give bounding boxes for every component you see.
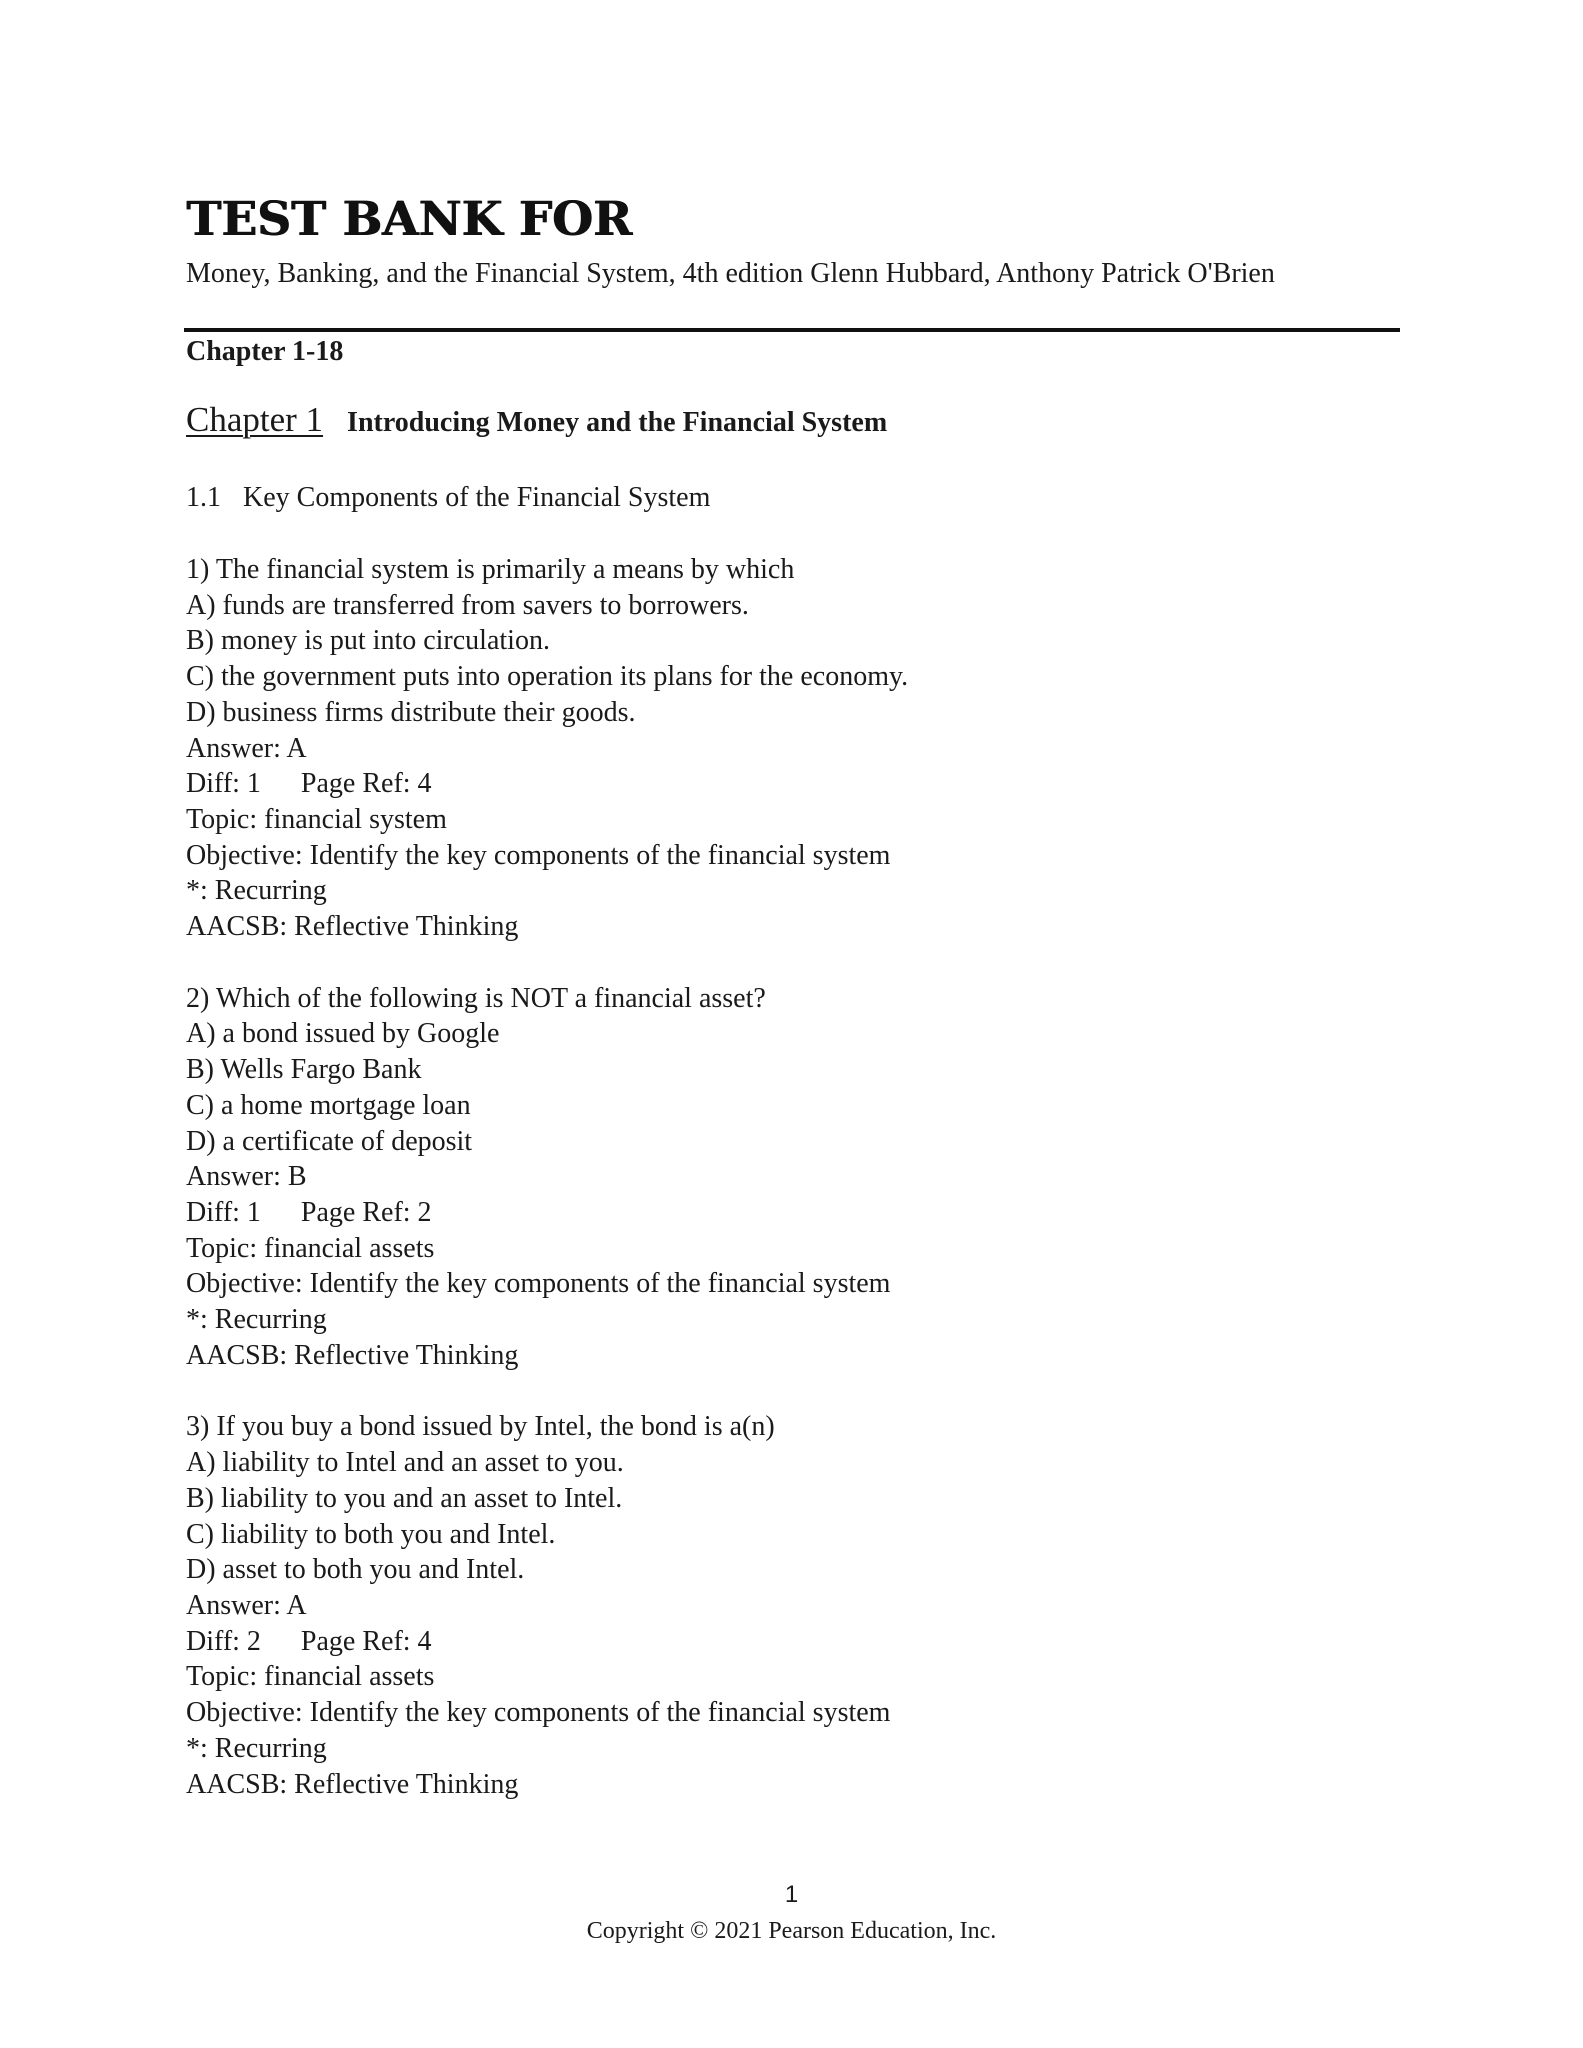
- page-number: 1: [784, 1881, 799, 1908]
- answer-key: Answer: A: [186, 732, 307, 764]
- recurring-tag: *: Recurring: [186, 1304, 327, 1336]
- recurring-tag: *: Recurring: [186, 875, 327, 907]
- section-number: 1.1: [186, 482, 221, 513]
- difficulty: Diff: 1: [186, 1196, 261, 1228]
- topic: Topic: financial system: [186, 803, 447, 835]
- section-title: Key Components of the Financial System: [243, 482, 711, 513]
- question-item: [186, 552, 1386, 945]
- answer-option: A) a bond issued by Google: [186, 1018, 500, 1050]
- recurring-tag: *: Recurring: [186, 1732, 327, 1764]
- topic: Topic: financial assets: [186, 1232, 435, 1264]
- copyright-notice: Copyright © 2021 Pearson Education, Inc.: [586, 1918, 997, 1944]
- objective: Objective: Identify the key components of the financial system: [186, 1697, 891, 1729]
- difficulty-pageref: [186, 766, 1386, 802]
- section-heading: [186, 480, 710, 516]
- answer-option: D) a certificate of deposit: [186, 1125, 473, 1157]
- chapter-range: Chapter 1-18: [186, 336, 344, 367]
- difficulty: Diff: 2: [186, 1625, 261, 1657]
- book-subtitle: Money, Banking, and the Financial System, 4th edition Glenn Hubbard, Anthony Patrick O'Brien: [186, 258, 1275, 289]
- topic: Topic: financial assets: [186, 1661, 435, 1693]
- header-divider: [184, 328, 1400, 332]
- answer-option: A) liability to Intel and an asset to you.: [186, 1447, 624, 1479]
- answer-option: B) liability to you and an asset to Intel.: [186, 1482, 623, 1514]
- aacsb-tag: AACSB: Reflective Thinking: [186, 1339, 519, 1371]
- document-title: TEST BANK FOR: [186, 192, 632, 247]
- answer-key: Answer: A: [186, 1589, 307, 1621]
- aacsb-tag: AACSB: Reflective Thinking: [186, 911, 519, 943]
- chapter-title: Introducing Money and the Financial System: [347, 407, 888, 438]
- difficulty-pageref: [186, 1624, 1386, 1660]
- chapter-label: Chapter 1: [186, 400, 324, 439]
- answer-option: D) asset to both you and Intel.: [186, 1554, 525, 1586]
- question-item: [186, 981, 1386, 1374]
- objective: Objective: Identify the key components of the financial system: [186, 1268, 891, 1300]
- answer-option: D) business firms distribute their goods.: [186, 696, 636, 728]
- question-stem: 2) Which of the following is NOT a financial asset?: [186, 982, 766, 1014]
- page-ref: Page Ref: 2: [300, 1196, 432, 1228]
- aacsb-tag: AACSB: Reflective Thinking: [186, 1768, 519, 1800]
- chapter-heading: [186, 400, 887, 440]
- objective: Objective: Identify the key components of the financial system: [186, 839, 891, 871]
- answer-option: C) liability to both you and Intel.: [186, 1518, 556, 1550]
- question-stem: 1) The financial system is primarily a means by which: [186, 554, 795, 585]
- answer-option: B) Wells Fargo Bank: [186, 1054, 422, 1086]
- difficulty: Diff: 1: [186, 768, 261, 800]
- answer-option: A) funds are transferred from savers to borrowers.: [186, 589, 749, 621]
- difficulty-pageref: [186, 1195, 1386, 1231]
- answer-option: B) money is put into circulation.: [186, 625, 550, 657]
- answer-key: Answer: B: [186, 1161, 307, 1193]
- question-list: [186, 552, 1386, 1838]
- page-ref: Page Ref: 4: [300, 1625, 432, 1657]
- page-ref: Page Ref: 4: [300, 768, 432, 800]
- question-item: [186, 1409, 1386, 1802]
- question-stem: 3) If you buy a bond issued by Intel, the bond is a(n): [186, 1411, 775, 1443]
- answer-option: C) the government puts into operation its plans for the economy.: [186, 661, 909, 693]
- answer-option: C) a home mortgage loan: [186, 1089, 471, 1121]
